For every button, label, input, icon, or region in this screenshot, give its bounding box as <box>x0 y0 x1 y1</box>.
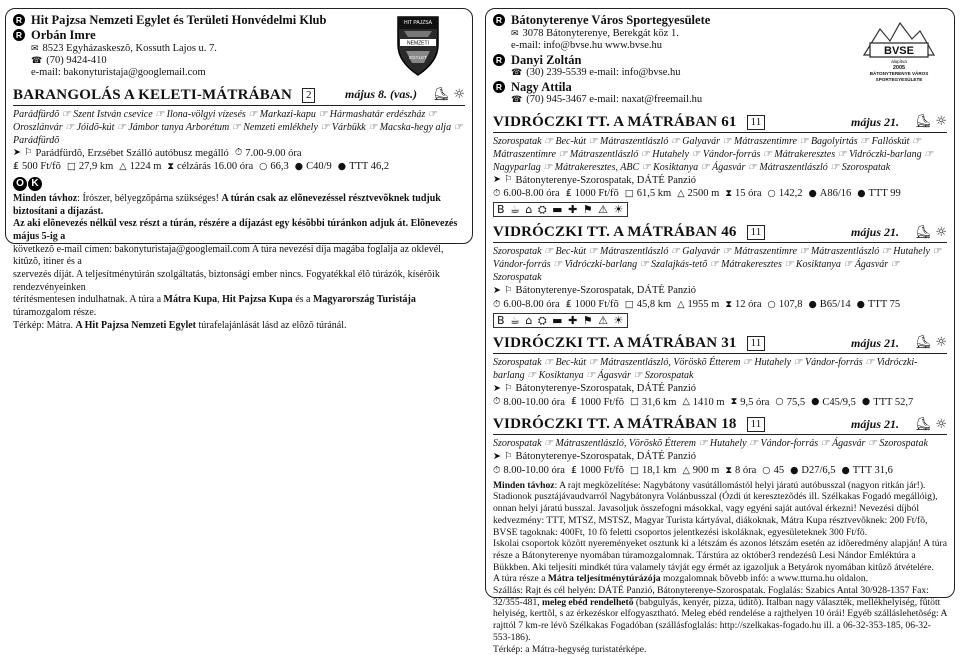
clock-icon: ⏱ <box>234 147 243 159</box>
registered-badge-icon: R <box>13 29 25 41</box>
tour-route: Szorospatak ☞ Bec-kút ☞ Mátraszentlászló ☞ Galyavár ☞ Mátraszentimre ☞ Mátraszentlászló ☞ Hutahely ☞ Vándor-forrás ☞ Vidróczki-barlang ☞ Szalajkás-tetõ ☞ Mátrakeresztes ☞ Kosiktanya ☞ Ágasvár ☞ Szorospatak <box>493 246 942 284</box>
start-line: ➤ ⚐ Bátonyterenye-Szorospatak, DÁTÉ Panzió <box>493 451 696 463</box>
tour-date: május 21. <box>850 114 899 129</box>
ttt-dot-icon: ● <box>861 396 871 408</box>
tour-number-badge: 11 <box>747 115 766 130</box>
tour-title: VIDRÓCZKI TT. A MÁTRÁBAN 31 <box>493 335 737 352</box>
svg-text:BÁTONYTERENYE VÁROS: BÁTONYTERENYE VÁROS <box>869 71 929 76</box>
boot-sun-icon: ⛸ ☼ <box>432 86 465 102</box>
fee-icon: ₤ <box>13 160 20 172</box>
arrow-icon: ➤ <box>13 147 21 159</box>
finish-icon: ⧗ <box>167 160 175 172</box>
level-circle-icon: ○ <box>762 464 771 476</box>
registered-badge-icon: R <box>493 81 505 93</box>
stats-line: ⏱ 8.00-10.00 óra ₤ 1000 Ft/fõ □ 31,6 km △ 1410 m ⧗ 9,5 óra ○ 75,5 ● C45/9,5 ● TTT 52,7 <box>493 396 914 408</box>
tour-title: BARANGOLÁS A KELETI-MÁTRÁBAN <box>13 86 292 103</box>
tour-route: Szorospatak ☞ Bec-kút ☞ Mátraszentlászló, Vöröskõ Étterem ☞ Hutahely ☞ Vándor-forrás ☞ Vidróczki-barlang ☞ Kosiktanya ☞ Ágasvár ☞ Szorospatak <box>493 357 918 382</box>
arrow-icon: ➤ <box>493 382 501 394</box>
stats-line: ₤ 500 Ft/fõ □ 27,9 km △ 1224 m ⧗ célzárás 16.00 óra ○ 66,3 ● C40/9 ● TTT 46,2 <box>13 160 390 173</box>
limit-icon: ⧗ <box>725 188 732 200</box>
contact-address: ✉ 3078 Bátonyterenye, Berekgát köz 1. <box>511 27 679 39</box>
tour-header <box>493 334 947 354</box>
tour-route: Szorospatak ☞ Bec-kút ☞ Mátraszentlászló ☞ Galyavár ☞ Mátraszentimre ☞ Bagolyirtás ☞ Fallóskút ☞ Mátraszentimre ☞ Mátraszentlászló ☞ Hutahely ☞ Vándor-forrás ☞ Mátrakeresztes ☞ Vidróczki-barlang ☞ Nagyparlag ☞ Mátrakeresztes, ABC ☞ Kosiktanya ☞ Ágasvár ☞ Mátraszentlászló ☞ Szorospatak <box>493 135 934 173</box>
organizer-name: R Danyi Zoltán <box>493 53 947 68</box>
clock-icon: ⏱ <box>493 396 501 408</box>
tour-card-right <box>485 8 955 655</box>
tour-number-badge: 11 <box>747 336 766 351</box>
tour-number-badge: 11 <box>747 417 766 432</box>
arrow-icon: ➤ <box>493 174 501 186</box>
arrow-icon: ➤ <box>493 285 501 297</box>
tour-notes: Minden távhoz: Írószer, bélyegzõpárna szükséges! A túrán csak az elõnevezéssel résztvevõknek tudjuk biztosítani a díjazást. Az aki elõnevezés nélkül vesz részt a túrán, részére a díjazást egy késõbbi túránkon adjuk át. Elõnevezés május 5-ig a következõ e-mail címen: bakonyturistaja@googlemail.com A túra nevezési díja magába foglalja az oklevél, kitûzõ, itiner és a szervezés díját. A teljesítménytúrán szolgáltatás, biztonsági ember nincs. Fogyatékkal élõ túrázók, kísérõik rendezvényeinken térítésmentesen indulhatnak. A túra a Mátra Kupa, Hit Pajzsa Kupa és a Magyarország Turistája túramozgalom része. Térkép: Mátra. A Hit Pajzsa Nemzeti Egylet túrafelajánlását lásd az elõzõ túránál. <box>13 192 458 331</box>
start-line: ➤ ⚐ Bátonyterenye-Szorospatak, DÁTÉ Panzió <box>493 285 696 297</box>
elevation-icon: △ <box>682 464 690 476</box>
level-dot-icon: ● <box>808 188 817 200</box>
distance-icon: □ <box>630 396 640 408</box>
bvse-logo <box>860 15 938 83</box>
elevation-icon: △ <box>677 298 685 310</box>
tour-title: VIDRÓCZKI TT. A MÁTRÁBAN 61 <box>493 113 737 130</box>
stats-line: ⏱ 6.00-8.00 óra ₤ 1000 Ft/fõ □ 61,5 km △ 2500 m ⧗ 15 óra ○ 142,2 ● A86/16 ● TTT 99 <box>493 188 901 200</box>
limit-icon: ⧗ <box>725 298 732 310</box>
contact-phone: ☎ (70) 945-3467 e-mail: naxat@freemail.hu <box>511 94 703 106</box>
level-dot-icon: ● <box>790 464 799 476</box>
fee-icon: ₤ <box>565 188 572 200</box>
tour-date: május 21. <box>850 336 899 350</box>
limit-icon: ⧗ <box>730 396 738 408</box>
organizer-name: R Nagy Attila <box>493 80 947 95</box>
tour-route: Szorospatak ☞ Mátraszentlászló, Vöröskõ Étterem ☞ Hutahely ☞ Vándor-forrás ☞ Ágasvár ☞ Szorospatak <box>493 438 928 450</box>
tour-number-badge: 11 <box>747 225 766 240</box>
distance-icon: □ <box>66 160 76 172</box>
clock-icon: ⏱ <box>493 298 501 310</box>
svg-text:HIT PAJZSA: HIT PAJZSA <box>404 20 432 26</box>
amenities-icons: B ☕ ⌂ ⛭ ▬ ✚ ⚑ ⚠ ☀ <box>493 313 628 328</box>
phone-icon: ☎ <box>511 95 523 106</box>
svg-text:2005: 2005 <box>892 65 906 71</box>
tour-header <box>13 86 465 106</box>
elevation-icon: △ <box>119 160 127 172</box>
tour-route: Parádfürdõ ☞ Szent István csevice ☞ Ilona-völgyi vízesés ☞ Markazi-kapu ☞ Hármashatár erdészház ☞ Oroszlánvár ☞ Jóidõ-kút ☞ Jámbor tanya Arborétum ☞ Nemzeti emlékhely ☞ Várbükk ☞ Macska-hegy alja ☞ Parádfürdõ <box>13 108 463 146</box>
tour-title: VIDRÓCZKI TT. A MÁTRÁBAN 18 <box>493 416 737 433</box>
start-flag-icon: ⚐ <box>23 147 33 159</box>
envelope-icon: ✉ <box>31 43 39 54</box>
tour-title: VIDRÓCZKI TT. A MÁTRÁBAN 46 <box>493 224 737 241</box>
contact-address: ✉ 8523 Egyházaskeszõ, Kossuth Lajos u. 7. <box>31 42 217 54</box>
arrow-icon: ➤ <box>493 451 501 463</box>
start-line: ➤ ⚐ Parádfürdõ, Erzsébet Szálló autóbusz megálló ⏱ 7.00-9.00 óra <box>13 147 302 159</box>
ttt-dot-icon: ● <box>856 298 865 310</box>
fee-icon: ₤ <box>570 396 577 408</box>
tour-notes: Minden távhoz: A rajt megközelítése: Nagybátony vasútállomástól helyi járatú autóbusszal (nagyon ritkán jár!). Stadionok pusztájávaudvarról Nagybátonyra Volánbusszal (Ózdi út keresztezõdés ill. Szélkakas Fogadó megállóig), onnan helyi járatú busszal. Javasoljuk összefogni másokkal, vagy egyéni saját autóval érkezni! Nevezési díjból kedvezmény: TTT, MTSZ, MSTSZ, Magyar Turista kártyával, diákoknak, Mátra Kupa résztvevõknek: 200 Ft/fõ, BVSE tagoknak: 400Ft, 10 fõ feletti csoportos jelentkezési iskoláknak, egyesületeknek 300 Ft/fõ. Iskolai csoportok között nyereményeket osztunk ki a létszám és azonos létszám esetén az idõeredmény alapján! A túra része a Bátonyterenye nyomában túramozgalomnak. Társtúra az október3 rendezésû Lesi Nándor Emléktúra a Bükkben. Aki teljesíti mindkét túra valamely távját egy érmét az igazoljuk a Betyárok nyomában kitûzõ átvételére. A túra része a Mátra teljesítménytúrázója mozgalomnak bõvebb infó: a www.tturna.hu oldalon. Szállás: Rajt és cél helyén: DÁTÉ Panzió, Bátonyterenye-Szorospatak. Foglalás: Szabics Antal 30/928-1357 Fax: 32/355-481, meleg ebéd rendelhetõ (babgulyás, kenyér, pizza, üdítõ). Italban nagy választék, mellékhelyiség, fûtött helyiség, kerttõl, s az érkezéskor elfogyasztható. Meleg ebéd rendelése a rajthelyen 10 órái! Egyéb szálláslehetõség: A rajttól 7 km-re lévõ Szélkakas Fogadóban (szállásfoglalás: http://szelkakas-fogado.hu ill. a 06-32-353-185, 06-32-553-186). Térkép: a Mátra-hegység turistatérképe. <box>493 479 947 655</box>
ttt-dot-icon: ● <box>841 464 850 476</box>
boot-sun-icon: ⛸ ☼ <box>914 224 947 240</box>
fee-icon: ₤ <box>570 464 577 476</box>
clock-icon: ⏱ <box>493 464 501 476</box>
svg-text:alapítva: alapítva <box>891 59 907 64</box>
tour-header <box>493 113 947 133</box>
level-circle-icon: ○ <box>259 160 268 172</box>
distance-icon: □ <box>630 464 640 476</box>
svg-text:BVSE: BVSE <box>884 45 914 57</box>
tour-date: május 21. <box>850 417 899 432</box>
start-flag-icon: ⚐ <box>503 285 513 297</box>
level-circle-icon: ○ <box>767 188 776 200</box>
phone-icon: ☎ <box>31 55 43 66</box>
org-name: R Hit Pajzsa Nemzeti Egylet és Területi Honvédelmi Klub <box>13 13 465 28</box>
tour-date: május 8. (vas.) <box>345 87 417 102</box>
level-circle-icon: ○ <box>775 396 784 408</box>
registered-badge-icon: R <box>13 14 25 26</box>
tour-header <box>493 415 947 435</box>
boot-sun-icon: ⛸ ☼ <box>914 416 947 432</box>
start-flag-icon: ⚐ <box>503 174 513 186</box>
level-circle-icon: ○ <box>767 298 776 310</box>
svg-text:EGYLET: EGYLET <box>409 55 427 60</box>
boot-sun-icon: ⛸ ☼ <box>914 113 947 129</box>
level-dot-icon: ● <box>811 396 820 408</box>
start-line: ➤ ⚐ Bátonyterenye-Szorospatak, DÁTÉ Panzió <box>493 382 696 395</box>
registered-badge-icon: R <box>493 54 505 66</box>
limit-icon: ⧗ <box>725 464 732 476</box>
tour-card-left <box>5 8 473 331</box>
registered-badge-icon: R <box>493 14 505 26</box>
start-flag-icon: ⚐ <box>503 382 513 394</box>
clock-icon: ⏱ <box>493 188 501 200</box>
ttt-dot-icon: ● <box>857 188 866 200</box>
fee-icon: ₤ <box>565 298 572 310</box>
contact-email[interactable]: e-mail: info@bvse.hu www.bvse.hu <box>511 40 663 52</box>
contact-phone: ☎ (70) 9424-410 <box>31 54 107 66</box>
level-dot-icon: ● <box>294 160 304 172</box>
tour-number-badge: 2 <box>302 88 316 103</box>
elevation-icon: △ <box>677 188 685 200</box>
ttt-dot-icon: ● <box>337 160 347 172</box>
distance-icon: □ <box>624 298 634 310</box>
ok-badge: O K <box>13 177 42 191</box>
stats-line: ⏱ 6.00-8.00 óra ₤ 1000 Ft/fõ □ 45,8 km △ 1955 m ⧗ 12 óra ○ 107,8 ● B65/14 ● TTT 75 <box>493 298 901 311</box>
contact-email[interactable]: e-mail: bakonyturistaja@googlemail.com <box>31 67 206 79</box>
svg-text:SPORTEGYESÜLETE: SPORTEGYESÜLETE <box>875 77 923 82</box>
distance-icon: □ <box>624 188 634 200</box>
hit-pajzsa-crest-logo <box>394 13 442 79</box>
amenities-icons: B ☕ ⌂ ⛭ ▬ ✚ ⚑ ⚠ ☀ <box>493 202 628 217</box>
elevation-icon: △ <box>682 396 690 408</box>
organizer-name: R Orbán Imre <box>13 28 465 43</box>
contact-phone: ☎ (30) 239-5539 e-mail: info@bvse.hu <box>511 67 681 79</box>
envelope-icon: ✉ <box>511 28 519 39</box>
org-name: R Bátonyterenye Város Sportegyesülete <box>493 13 947 28</box>
stats-line: ⏱ 8.00-10.00 óra ₤ 1000 Ft/fõ □ 18,1 km △ 900 m ⧗ 8 óra ○ 45 ● D27/6,5 ● TTT 31,6 <box>493 464 893 477</box>
level-dot-icon: ● <box>808 298 817 310</box>
boot-sun-icon: ⛸ ☼ <box>914 335 947 351</box>
start-flag-icon: ⚐ <box>503 451 513 463</box>
phone-icon: ☎ <box>511 68 523 79</box>
start-line: ➤ ⚐ Bátonyterenye-Szorospatak, DÁTÉ Panzió <box>493 174 696 186</box>
tour-date: május 21. <box>850 225 899 240</box>
svg-text:NEMZETI: NEMZETI <box>407 40 429 47</box>
tour-header <box>493 223 947 243</box>
